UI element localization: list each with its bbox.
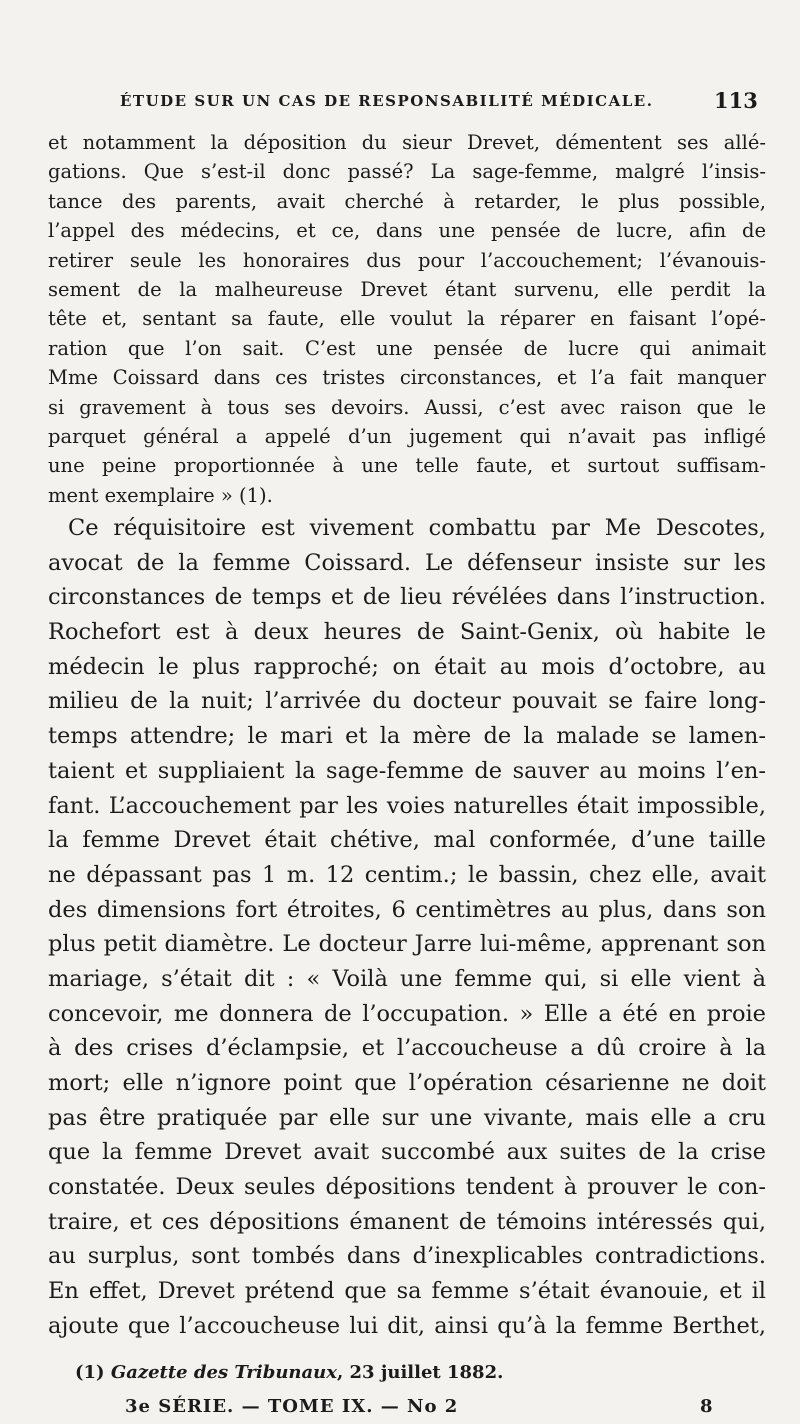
text-line: la femme Drevet était chétive, mal conformée, d’une taille xyxy=(48,827,766,854)
footnote xyxy=(75,1362,503,1383)
text-line: à des crises d’éclampsie, et l’accoucheuse a dû croire à la xyxy=(48,1035,766,1062)
text-line: taient et suppliaient la sage-femme de sauver au moins l’en- xyxy=(48,757,766,784)
text-line: médecin le plus rapproché; on était au mois d’octobre, au xyxy=(48,653,766,680)
text-line: constatée. Deux seules dépositions tendent à prouver le con- xyxy=(48,1174,766,1201)
text-line: temps attendre; le mari et la mère de la malade se lamen- xyxy=(48,723,766,750)
paragraph-quotation xyxy=(48,128,766,510)
running-title: ÉTUDE SUR UN CAS DE RESPONSABILITÉ MÉDICALE. xyxy=(120,92,654,110)
text-line: fant. L’accouchement par les voies naturelles était impossible, xyxy=(48,792,766,819)
text-line: ajoute que l’accoucheuse lui dit, ainsi qu’à la femme Berthet, xyxy=(48,1312,766,1339)
text-line: une peine proportionnée à une telle faute, et surtout suffisam- xyxy=(48,454,766,478)
text-line: au surplus, sont tombés dans d’inexplicables contradictions. xyxy=(48,1243,766,1270)
text-line: ment exemplaire » (1). xyxy=(48,483,273,507)
text-line: circonstances de temps et de lieu révélées dans l’instruction. xyxy=(48,584,766,611)
text-line: sement de la malheureuse Drevet étant survenu, elle perdit la xyxy=(48,277,766,301)
text-line: tête et, sentant sa faute, elle voulut la réparer en faisant l’opé- xyxy=(48,307,766,331)
text-line: et notamment la déposition du sieur Drevet, démentent ses allé- xyxy=(48,131,766,154)
text-line: ne dépassant pas 1 m. 12 centim.; le bassin, chez elle, avait xyxy=(48,861,766,888)
text-line: mort; elle n’ignore point que l’opération césarienne ne doit xyxy=(48,1070,766,1096)
text-line: En effet, Drevet prétend que sa femme s’était évanouie, et il xyxy=(48,1278,766,1305)
text-line: plus petit diamètre. Le docteur Jarre lui-même, apprenant son xyxy=(48,931,766,958)
text-line: tance des parents, avait cherché à retarder, le plus possible, xyxy=(48,189,766,213)
text-line: retirer seule les honoraires dus pour l’accouchement; l’évanouis- xyxy=(48,248,766,272)
signature-line xyxy=(125,1396,725,1417)
text-line: que la femme Drevet avait succombé aux suites de la crise xyxy=(48,1139,766,1166)
text-line: traire, et ces dépositions émanent de témoins intéressés qui, xyxy=(48,1208,766,1235)
footnote-source: Gazette des Tribunaux xyxy=(110,1362,337,1383)
text-line: gations. Que s’est-il donc passé? La sage-femme, malgré l’insis- xyxy=(48,160,766,184)
text-line: ration que l’on sait. C’est une pensée de lucre qui animait xyxy=(48,336,766,360)
text-line: Mme Coissard dans ces tristes circonstances, et l’a fait manquer xyxy=(48,366,766,390)
text-line: si gravement à tous ses devoirs. Aussi, c’est avec raison que le xyxy=(48,395,766,419)
text-line: parquet général a appelé d’un jugement qui n’avait pas infligé xyxy=(48,424,766,448)
text-line: l’appel des médecins, et ce, dans une pensée de lucre, afin de xyxy=(48,219,766,243)
text-line: Ce réquisitoire est vivement combattu par Me Descotes, xyxy=(68,515,766,541)
text-line: milieu de la nuit; l’arrivée du docteur pouvait se faire long- xyxy=(48,688,766,715)
footnote-date: , 23 juillet 1882. xyxy=(337,1362,504,1383)
page-number: 113 xyxy=(714,88,758,113)
paragraph-defense xyxy=(48,511,766,1344)
text-line: des dimensions fort étroites, 6 centimètres au plus, dans son xyxy=(48,896,766,923)
text-line: Rochefort est à deux heures de Saint-Genix, où habite le xyxy=(48,619,766,646)
footnote-marker: (1) xyxy=(75,1362,105,1383)
text-line: mariage, s’était dit : « Voilà une femme qui, si elle vient à xyxy=(48,965,766,992)
text-line: concevoir, me donnera de l’occupation. » Elle a été en proie xyxy=(48,1000,766,1027)
signature-mark: 8 xyxy=(700,1396,714,1417)
text-line: pas être pratiquée par elle sur une vivante, mais elle a cru xyxy=(48,1104,766,1131)
series-volume: 3e SÉRIE. — TOME IX. — No 2 xyxy=(125,1396,459,1417)
page-header xyxy=(0,88,800,118)
text-line: avocat de la femme Coissard. Le défenseur insiste sur les xyxy=(48,549,766,576)
